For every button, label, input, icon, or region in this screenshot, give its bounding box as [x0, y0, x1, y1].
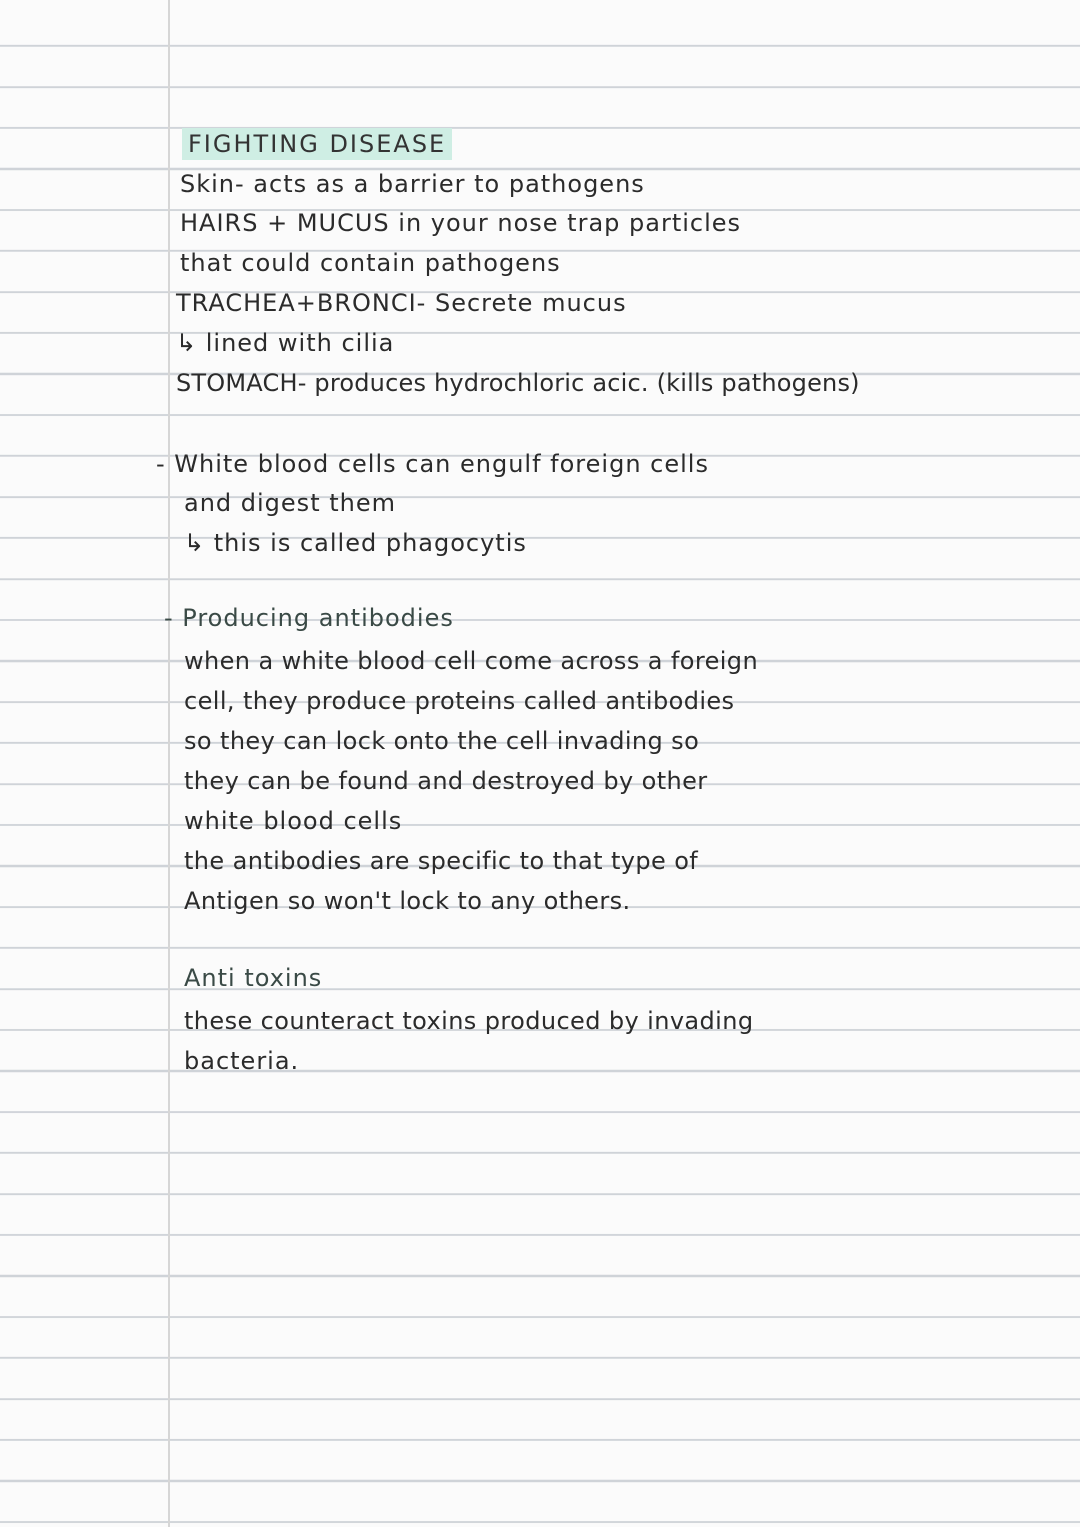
note-line-digest: and digest them	[184, 489, 396, 517]
note-line-white-blood-cells: - White blood cells can engulf foreign cells	[156, 450, 709, 478]
note-line-antibodies-3: so they can lock onto the cell invading so	[184, 727, 700, 755]
note-heading-antitoxins: Anti toxins	[184, 964, 323, 992]
note-line-skin: Skin- acts as a barrier to pathogens	[180, 170, 645, 198]
note-line-antitoxins-1: these counteract toxins produced by invading	[184, 1007, 754, 1035]
note-line-antibodies-7: Antigen so won't lock to any others.	[184, 887, 631, 915]
note-line-antibodies-4: they can be found and destroyed by other	[184, 767, 708, 795]
page-title: FIGHTING DISEASE	[182, 128, 452, 160]
note-line-antitoxins-2: bacteria.	[184, 1047, 300, 1075]
note-line-antibodies-6: the antibodies are specific to that type of	[184, 847, 699, 875]
note-line-trachea: TRACHEA+BRONCI- Secrete mucus	[176, 289, 627, 317]
note-line-hairs-mucus: HAIRS + MUCUS in your nose trap particles	[180, 209, 742, 237]
margin-line	[168, 0, 170, 1527]
note-line-cilia: ↳ lined with cilia	[176, 329, 395, 357]
note-line-phagocytis: ↳ this is called phagocytis	[184, 529, 527, 557]
note-line-antibodies-1: when a white blood cell come across a foreign	[184, 647, 759, 675]
note-line-antibodies-2: cell, they produce proteins called antibodies	[184, 687, 735, 715]
note-line-antibodies-5: white blood cells	[184, 807, 403, 835]
note-line-stomach: STOMACH- produces hydrochloric acic. (kills pathogens)	[176, 369, 860, 397]
note-heading-antibodies: - Producing antibodies	[164, 604, 454, 632]
note-line-pathogens: that could contain pathogens	[180, 249, 561, 277]
